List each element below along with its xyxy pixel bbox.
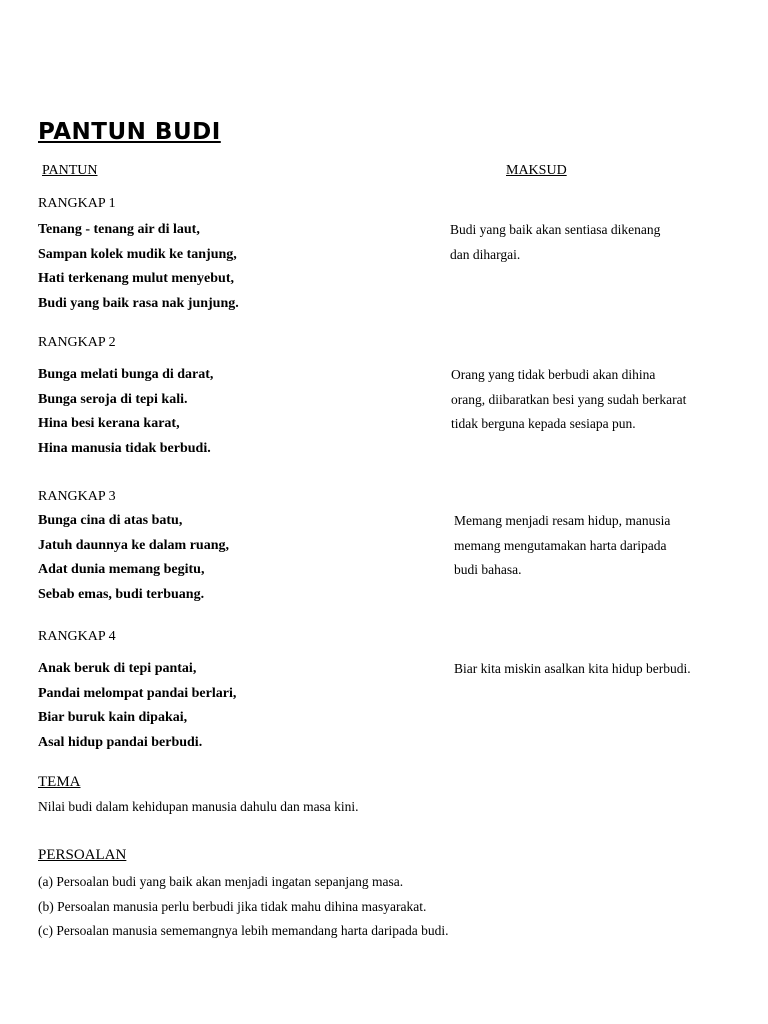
pantun-line: Hina manusia tidak berbudi. (38, 440, 211, 456)
stanza-3 (38, 487, 758, 602)
pantun-line: Tenang - tenang air di laut, (38, 222, 200, 237)
pantun-line: Hina besi kerana karat, (38, 416, 180, 431)
meaning-line: memang mengutamakan harta daripada (454, 537, 667, 553)
pantun-line: Bunga seroja di tepi kali. (38, 391, 188, 407)
pantun-line: Bunga melati bunga di darat, (38, 367, 214, 382)
list-item: (a) Persoalan budi yang baik akan menjadi ingatan sepanjang masa. (38, 874, 404, 889)
pantun-line: Sebab emas, budi terbuang. (38, 586, 205, 602)
persoalan-heading: PERSOALAN (38, 847, 127, 863)
meaning-line: tidak berguna kepada sesiapa pun. (451, 416, 636, 431)
pantun-line: Adat dunia memang begitu, (38, 562, 205, 577)
column-heading-maksud: MAKSUD (506, 163, 567, 178)
stanza-label: RANGKAP 4 (38, 629, 116, 644)
persoalan-list (38, 870, 448, 944)
stanza-meaning (451, 363, 751, 437)
stanza-label: RANGKAP 2 (38, 335, 116, 350)
pantun-line: Bunga cina di atas batu, (38, 513, 183, 528)
meaning-line: Budi yang baik akan sentiasa dikenang (450, 222, 661, 237)
meaning-line: Memang menjadi resam hidup, manusia (454, 513, 671, 528)
stanza-1 (38, 194, 758, 311)
stanza-lines (38, 218, 438, 316)
pantun-line: Budi yang baik rasa nak junjung. (38, 295, 239, 311)
stanza-label: RANGKAP 3 (38, 489, 116, 504)
meaning-line: Orang yang tidak berbudi akan dihina (451, 367, 656, 382)
tema-text: Nilai budi dalam kehidupan manusia dahulu dan masa kini. (38, 799, 359, 814)
stanza-meaning (450, 218, 750, 267)
stanza-meaning (454, 509, 754, 583)
stanza-lines (38, 509, 438, 607)
stanza-lines (38, 363, 438, 461)
stanza-4 (38, 627, 758, 750)
meaning-line: budi bahasa. (454, 562, 522, 577)
tema-heading: TEMA (38, 774, 81, 790)
stanza-lines (38, 657, 438, 755)
page-title: PANTUN BUDI (38, 119, 221, 145)
meaning-line: Biar kita miskin asalkan kita hidup berbudi. (454, 661, 691, 676)
pantun-line: Jatuh daunnya ke dalam ruang, (38, 537, 230, 553)
stanza-meaning (454, 657, 754, 682)
list-item: (b) Persoalan manusia perlu berbudi jika tidak mahu dihina masyarakat. (38, 898, 427, 914)
pantun-line: Pandai melompat pandai berlari, (38, 685, 237, 701)
pantun-line: Asal hidup pandai berbudi. (38, 734, 203, 750)
stanza-2 (38, 333, 758, 456)
stanza-label: RANGKAP 1 (38, 196, 116, 211)
pantun-line: Anak beruk di tepi pantai, (38, 661, 197, 676)
pantun-line: Sampan kolek mudik ke tanjung, (38, 246, 237, 262)
pantun-line: Hati terkenang mulut menyebut, (38, 271, 234, 286)
meaning-line: dan dihargai. (450, 246, 521, 262)
pantun-line: Biar buruk kain dipakai, (38, 710, 188, 725)
meaning-line: orang, diibaratkan besi yang sudah berkarat (451, 391, 687, 407)
list-item: (c) Persoalan manusia sememangnya lebih memandang harta daripada budi. (38, 923, 449, 938)
column-heading-pantun: PANTUN (42, 163, 98, 178)
